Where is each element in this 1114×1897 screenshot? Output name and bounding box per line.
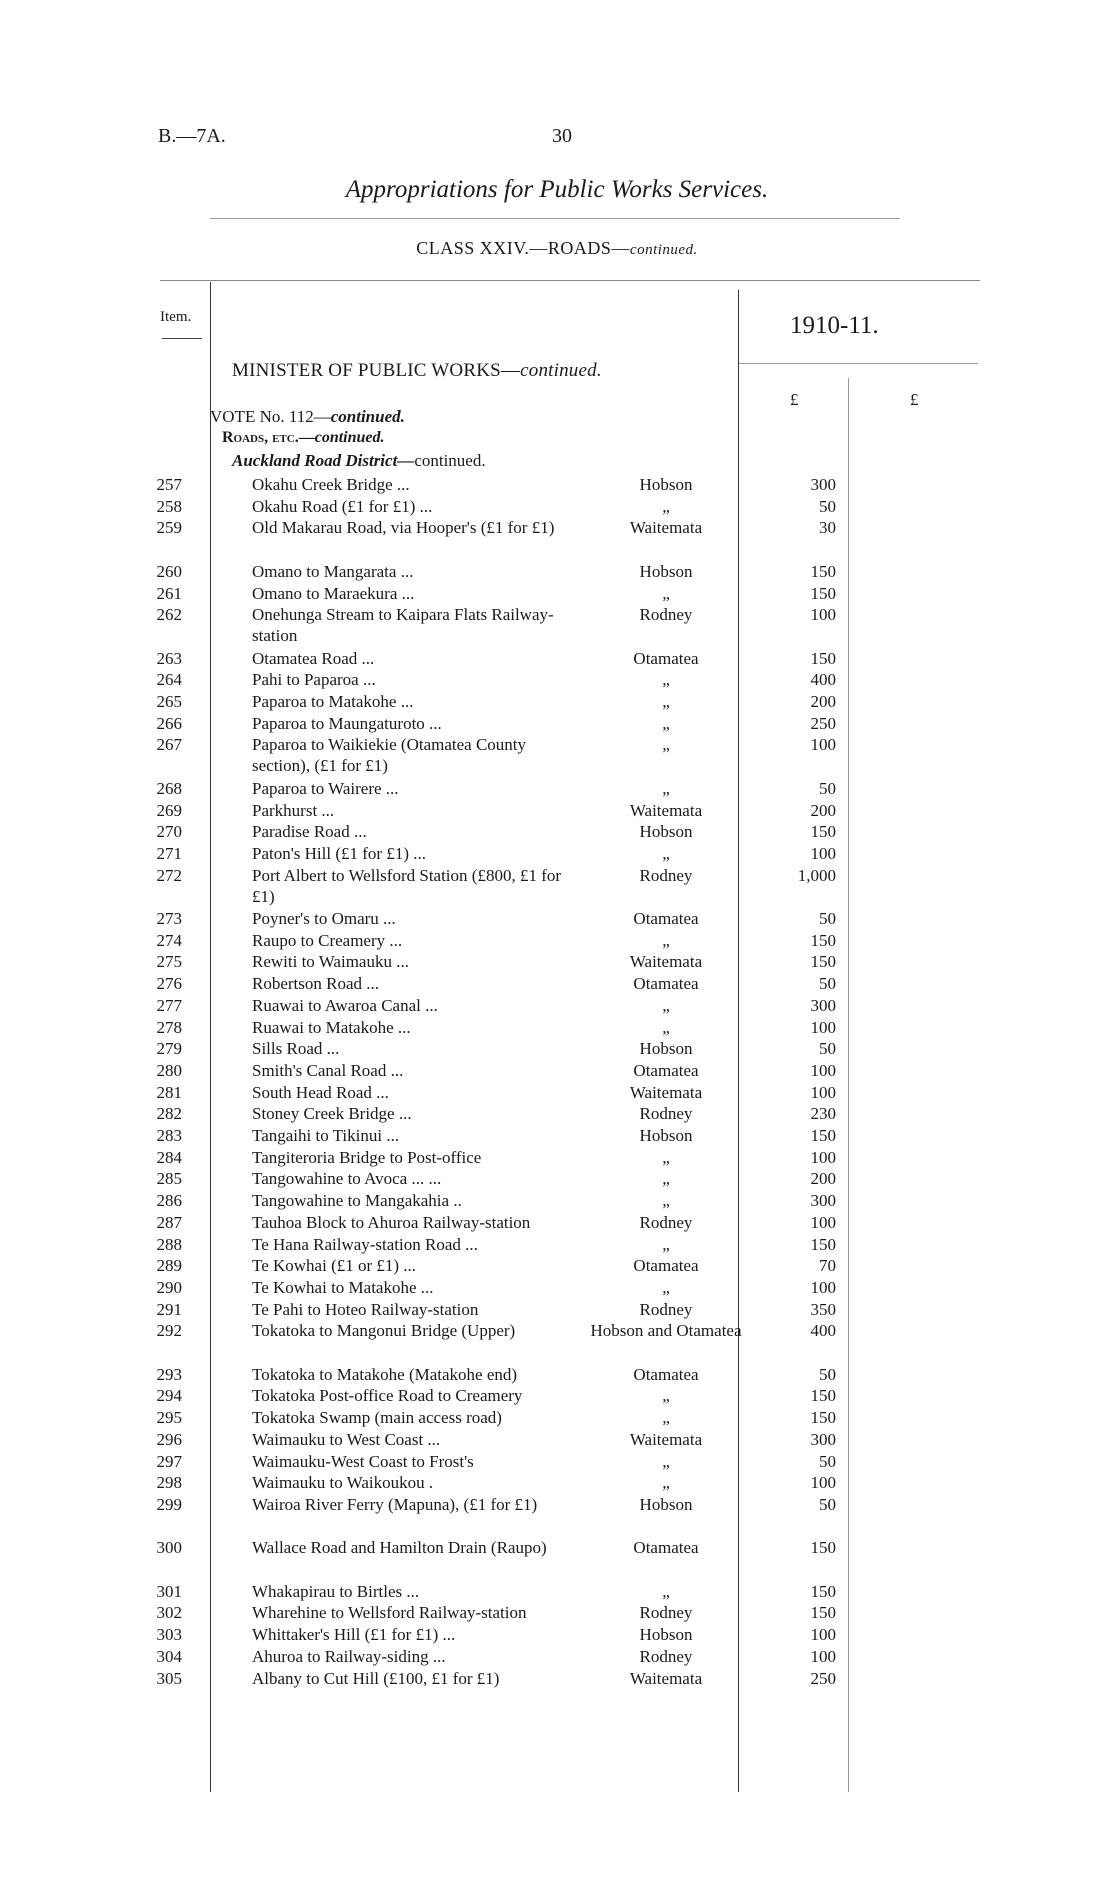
county-name: „	[662, 1451, 670, 1471]
county-name: „	[662, 1277, 670, 1297]
amount-value: 50	[819, 778, 836, 798]
amount-value: 100	[810, 605, 836, 625]
item-description: Whittaker's Hill (£1 for £1) ...	[252, 1625, 456, 1645]
item-number: 267	[156, 735, 182, 755]
amount-value: 250	[810, 1668, 836, 1688]
item-description: Poyner's to Omaru ...	[252, 909, 396, 928]
item-description: Onehunga Stream to Kaipara Flats Railway-station	[252, 605, 554, 646]
item-description: Paparoa to Maungaturoto ...	[252, 713, 442, 733]
amount-value: 150	[810, 1386, 836, 1406]
county-name: Hobson	[639, 561, 693, 581]
item-description: Whakapirau to Birtles ...	[252, 1581, 420, 1601]
amount-value: 150	[810, 561, 836, 581]
amount-value: 300	[810, 1429, 836, 1449]
county-name: „	[662, 1408, 670, 1428]
item-description: Albany to Cut Hill (£100, £1 for £1)	[252, 1668, 500, 1688]
item-number: 287	[156, 1212, 182, 1232]
amount-value: 150	[810, 952, 836, 972]
vote-label: VOTE No. 112—	[210, 407, 331, 426]
county-name: „	[662, 1581, 670, 1601]
item-number: 281	[156, 1082, 182, 1102]
district-heading	[232, 451, 486, 471]
item-description: Parkhurst ...	[252, 800, 335, 820]
item-number: 293	[156, 1364, 182, 1384]
item-description: Wairoa River Ferry (Mapuna), (£1 for £1)	[252, 1494, 538, 1514]
item-description: Robertson Road ...	[252, 974, 380, 994]
item-description: Otamatea Road ...	[252, 648, 375, 668]
county-name: Waitemata	[629, 518, 703, 538]
item-number: 278	[156, 1017, 182, 1037]
item-description: Paparoa to Waikiekie (Otamatea County section), (£1 for £1)	[252, 735, 527, 776]
amount-value: 300	[810, 1191, 836, 1211]
county-name: Rodney	[639, 1603, 693, 1623]
item-number: 302	[156, 1603, 182, 1623]
item-description: South Head Road ...	[252, 1082, 389, 1102]
county-name: Hobson	[639, 1625, 693, 1645]
county-name: Otamatea	[633, 1256, 699, 1276]
item-description: Waimauku to Waikoukou .	[252, 1473, 434, 1493]
item-number: 268	[156, 778, 182, 798]
county-name: Waitemata	[629, 1429, 703, 1449]
item-description: Tokatoka Post-office Road to Creamery	[252, 1386, 523, 1406]
item-number: 284	[156, 1147, 182, 1167]
amount-value: 150	[810, 822, 836, 842]
item-description: Te Kowhai (£1 or £1) ...	[252, 1256, 417, 1276]
amount-value: 1,000	[797, 865, 836, 885]
year-column-header: 1910-11.	[790, 312, 879, 339]
item-number: 265	[156, 692, 182, 711]
item-number: 270	[156, 822, 182, 842]
class-heading	[0, 238, 1114, 259]
county-name: Hobson	[639, 1494, 693, 1514]
item-number: 294	[156, 1386, 182, 1406]
currency-symbol-col1: £	[790, 390, 799, 409]
item-number: 282	[156, 1104, 182, 1124]
district-label: Auckland Road District—	[232, 451, 415, 470]
title-rule	[210, 218, 900, 219]
item-number: 297	[156, 1451, 182, 1471]
item-description: Tangiteroria Bridge to Post-office	[252, 1147, 482, 1167]
page-title: Appropriations for Public Works Services.	[345, 176, 769, 203]
county-name: „	[662, 583, 670, 603]
amount-value: 200	[810, 800, 836, 820]
item-description: Tokatoka to Mangonui Bridge (Upper)	[252, 1321, 516, 1341]
section-suffix: continued.	[314, 429, 385, 446]
county-name: Otamatea	[633, 909, 699, 928]
county-name: „	[662, 1147, 670, 1167]
county-name: Waitemata	[629, 952, 703, 972]
amount-value: 100	[810, 1473, 836, 1493]
item-number: 291	[156, 1299, 182, 1319]
amount-value: 70	[819, 1256, 836, 1276]
item-number: 276	[156, 974, 182, 994]
amount-value: 150	[810, 1234, 836, 1254]
class-heading-suffix: continued.	[629, 242, 698, 258]
county-name: „	[662, 496, 670, 516]
amount-value: 100	[810, 1212, 836, 1232]
currency-symbol-col2: £	[910, 390, 919, 409]
item-description: Omano to Maraekura ...	[252, 583, 415, 603]
item-description: Old Makarau Road, via Hooper's (£1 for £1)	[252, 518, 555, 538]
item-description: Te Hana Railway-station Road ...	[252, 1234, 478, 1254]
item-header-rule	[162, 338, 202, 339]
amount-value: 400	[810, 670, 836, 690]
county-name: Hobson	[639, 1039, 693, 1059]
item-number: 277	[156, 995, 182, 1015]
item-column-divider	[210, 282, 211, 1792]
item-description: Ahuroa to Railway-siding ...	[252, 1646, 446, 1666]
county-name: „	[662, 735, 670, 755]
item-number: 261	[156, 583, 182, 603]
county-name: Waitemata	[629, 800, 703, 820]
county-name: „	[662, 843, 670, 863]
item-number: 273	[156, 909, 182, 928]
amount-value: 100	[810, 1277, 836, 1297]
table-top-rule	[160, 280, 980, 281]
item-description: Paparoa to Matakohe ...	[252, 692, 414, 711]
item-description: Ruawai to Awaroa Canal ...	[252, 995, 438, 1015]
item-number: 275	[156, 952, 182, 972]
amount-value: 150	[810, 1408, 836, 1428]
amount-value: 50	[819, 1039, 836, 1059]
county-name: „	[662, 1017, 670, 1037]
vote-heading	[210, 407, 405, 427]
item-description: Wallace Road and Hamilton Drain (Raupo)	[252, 1538, 547, 1558]
county-name: Hobson	[639, 822, 693, 842]
amount-value: 150	[810, 583, 836, 603]
county-name: Rodney	[639, 1646, 693, 1666]
county-name: „	[662, 713, 670, 733]
county-name: „	[662, 670, 670, 690]
amount-value: 150	[810, 930, 836, 950]
county-name: Waitemata	[629, 1082, 703, 1102]
amount-value: 200	[810, 692, 836, 711]
item-number: 274	[156, 930, 182, 950]
amount-value: 50	[819, 1364, 836, 1384]
item-column-header: Item.	[160, 309, 192, 325]
item-description: Tauhoa Block to Ahuroa Railway-station	[252, 1212, 531, 1232]
amount-value: 100	[810, 1147, 836, 1167]
item-number: 260	[156, 561, 182, 581]
item-description: Tokatoka Swamp (main access road)	[252, 1408, 502, 1428]
item-number: 304	[156, 1646, 182, 1666]
item-number: 296	[156, 1429, 182, 1449]
item-description: Port Albert to Wellsford Station (£800, £1 for £1)	[252, 865, 562, 906]
item-number: 295	[156, 1408, 182, 1428]
county-name: Waitemata	[629, 1668, 703, 1688]
item-number: 298	[156, 1473, 182, 1493]
county-name: „	[662, 1473, 670, 1493]
amount-value: 100	[810, 1060, 836, 1080]
amount-value: 300	[810, 995, 836, 1015]
amount-value: 100	[810, 1646, 836, 1666]
county-name: Hobson	[639, 475, 693, 494]
item-description: Waimauku-West Coast to Frost's	[252, 1451, 474, 1471]
minister-heading-text: MINISTER OF PUBLIC WORKS—	[232, 360, 521, 381]
item-number: 263	[156, 648, 182, 668]
amount-value: 50	[819, 974, 836, 994]
county-name: Otamatea	[633, 974, 699, 994]
section-label: Roads, etc.—	[222, 429, 315, 446]
amount-value: 100	[810, 1082, 836, 1102]
county-name: „	[662, 692, 670, 711]
item-description: Tokatoka to Matakohe (Matakohe end)	[252, 1364, 518, 1384]
item-number: 285	[156, 1169, 182, 1189]
item-description: Tangowahine to Mangakahia ..	[252, 1191, 462, 1211]
item-description: Smith's Canal Road ...	[252, 1060, 404, 1080]
county-name: Rodney	[639, 1104, 693, 1124]
item-description: Rewiti to Waimauku ...	[252, 952, 409, 972]
item-description: Pahi to Paparoa ...	[252, 670, 376, 690]
county-name: Rodney	[639, 865, 693, 885]
amount-value: 50	[819, 1451, 836, 1471]
county-name: „	[662, 1386, 670, 1406]
county-name: Hobson and Otamatea	[590, 1321, 742, 1341]
county-name: „	[662, 778, 670, 798]
amount-value: 100	[810, 735, 836, 755]
item-description: Sills Road ...	[252, 1039, 340, 1059]
item-number: 272	[156, 865, 182, 885]
county-name: Rodney	[639, 1299, 693, 1319]
amount-value: 230	[810, 1104, 836, 1124]
item-number: 259	[156, 518, 182, 538]
item-number: 262	[156, 605, 182, 625]
item-number: 289	[156, 1256, 182, 1276]
county-name: Otamatea	[633, 1364, 699, 1384]
page-number: 30	[552, 125, 572, 147]
amount-value: 100	[810, 843, 836, 863]
item-number: 269	[156, 800, 182, 820]
item-number: 257	[156, 475, 182, 494]
amount-value: 50	[819, 496, 836, 516]
amount-value: 150	[810, 1126, 836, 1145]
item-number: 305	[156, 1668, 182, 1688]
item-description: Te Kowhai to Matakohe ...	[252, 1277, 434, 1297]
county-name: „	[662, 995, 670, 1015]
minister-heading-suffix: continued.	[520, 360, 602, 381]
item-number: 290	[156, 1277, 182, 1297]
amount-value: 100	[810, 1625, 836, 1645]
amount-value: 150	[810, 1603, 836, 1623]
district-suffix: continued.	[414, 451, 486, 470]
item-number: 279	[156, 1039, 182, 1059]
county-name: Rodney	[639, 1212, 693, 1232]
item-description: Paradise Road ...	[252, 822, 367, 842]
item-description: Omano to Mangarata ...	[252, 561, 414, 581]
item-description: Paparoa to Wairere ...	[252, 778, 399, 798]
item-number: 266	[156, 713, 182, 733]
item-number: 280	[156, 1060, 182, 1080]
county-name: „	[662, 930, 670, 950]
document-reference: B.—7A.	[158, 125, 226, 147]
class-heading-text: CLASS XXIV.—ROADS—	[416, 238, 630, 258]
item-description: Te Pahi to Hoteo Railway-station	[252, 1299, 479, 1319]
item-number: 286	[156, 1191, 182, 1211]
item-description: Waimauku to West Coast ...	[252, 1429, 441, 1449]
item-number: 264	[156, 670, 182, 690]
county-name: Hobson	[639, 1126, 693, 1145]
minister-heading	[232, 360, 602, 382]
county-name: „	[662, 1191, 670, 1211]
item-number: 300	[156, 1538, 182, 1558]
item-description: Okahu Creek Bridge ...	[252, 475, 410, 494]
item-description: Raupo to Creamery ...	[252, 930, 403, 950]
item-description: Stoney Creek Bridge ...	[252, 1104, 412, 1124]
amount-value: 150	[810, 1538, 836, 1558]
amount-value: 400	[810, 1321, 836, 1341]
item-number: 301	[156, 1581, 182, 1601]
county-name: Otamatea	[633, 648, 699, 668]
item-description: Ruawai to Matakohe ...	[252, 1017, 411, 1037]
item-number: 283	[156, 1126, 182, 1145]
amount-value: 150	[810, 1581, 836, 1601]
amount-value: 150	[810, 648, 836, 668]
item-description: Tangowahine to Avoca ... ...	[252, 1169, 442, 1189]
amount-value: 50	[819, 909, 836, 928]
item-number: 292	[156, 1321, 182, 1341]
amount-value: 50	[819, 1494, 836, 1514]
item-description: Paton's Hill (£1 for £1) ...	[252, 843, 426, 863]
item-description: Tangaihi to Tikinui ...	[252, 1126, 400, 1145]
item-description: Wharehine to Wellsford Railway-station	[252, 1603, 527, 1623]
amount-column-divider	[848, 378, 849, 1792]
item-description: Okahu Road (£1 for £1) ...	[252, 496, 433, 516]
section-heading	[222, 429, 385, 447]
item-number: 271	[156, 843, 182, 863]
amount-value: 100	[810, 1017, 836, 1037]
item-number: 288	[156, 1234, 182, 1254]
amount-value: 30	[819, 518, 836, 538]
county-name: Otamatea	[633, 1060, 699, 1080]
amount-value: 200	[810, 1169, 836, 1189]
amount-value: 300	[810, 475, 836, 494]
county-name: „	[662, 1169, 670, 1189]
year-rule	[738, 363, 978, 364]
item-number: 303	[156, 1625, 182, 1645]
vote-suffix: continued.	[330, 407, 405, 426]
item-number: 299	[156, 1494, 182, 1514]
item-number: 258	[156, 496, 182, 516]
amount-value: 250	[810, 713, 836, 733]
county-name: „	[662, 1234, 670, 1254]
amount-value: 350	[810, 1299, 836, 1319]
county-name: Rodney	[639, 605, 693, 625]
county-name: Otamatea	[633, 1538, 699, 1558]
